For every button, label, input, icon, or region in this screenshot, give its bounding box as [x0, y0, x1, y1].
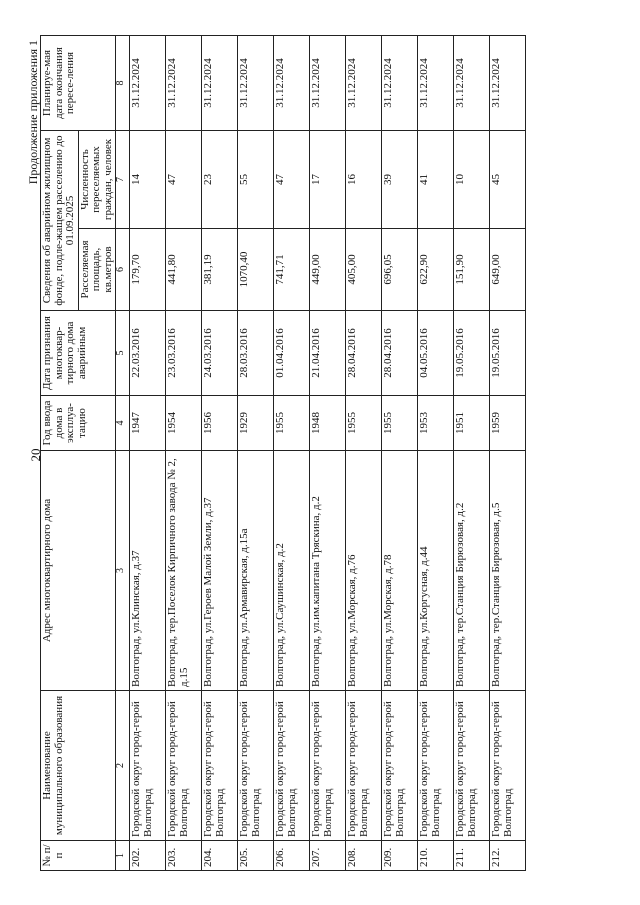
page-number: 20 [28, 448, 43, 462]
column-number-row [116, 35, 130, 870]
cell-address: Волгоград, ул.Армавирская, д.15а [238, 451, 274, 691]
cell-date: 19.05.2016 [454, 311, 490, 396]
cell-area: 405,00 [346, 229, 382, 311]
table-row [346, 35, 382, 870]
column-number: 2 [116, 691, 130, 841]
cell-year: 1954 [166, 396, 202, 451]
cell-date: 28.03.2016 [238, 311, 274, 396]
cell-date: 21.04.2016 [310, 311, 346, 396]
cell-area: 696,05 [382, 229, 418, 311]
cell-municipality: Городской округ город-герой Волгоград [490, 691, 526, 841]
header-row-1 [41, 35, 79, 870]
header-municipality: Наименование муниципального образования [41, 691, 116, 841]
table-row [382, 35, 418, 870]
cell-year: 1947 [130, 396, 166, 451]
cell-address: Волгоград, ул.Морская, д.76 [346, 451, 382, 691]
cell-num: 203. [166, 841, 202, 871]
cell-year: 1929 [238, 396, 274, 451]
cell-year: 1956 [202, 396, 238, 451]
cell-area: 649,00 [490, 229, 526, 311]
table-row [454, 35, 490, 870]
cell-area: 741,71 [274, 229, 310, 311]
cell-address: Волгоград, тер.Станция Бирюзовая, д.2 [454, 451, 490, 691]
cell-planned-end: 31.12.2024 [454, 35, 490, 130]
cell-date: 01.04.2016 [274, 311, 310, 396]
cell-address: Волгоград, тер.Поселок Кирпичного завода № 2, д.15 [166, 451, 202, 691]
header-date: Дата признания многоквар-тирного дома аварийным [41, 311, 116, 396]
cell-municipality: Городской округ город-герой Волгоград [274, 691, 310, 841]
cell-people: 55 [238, 130, 274, 228]
table-row [490, 35, 526, 870]
cell-people: 23 [202, 130, 238, 228]
table-row [166, 35, 202, 870]
cell-area: 622,90 [418, 229, 454, 311]
table-row [418, 35, 454, 870]
header-planned-end: Планируе-мая дата окончания пересе-ления [41, 35, 116, 130]
cell-address: Волгоград, ул.Клинская, д.37 [130, 451, 166, 691]
table-row [130, 35, 166, 870]
cell-year: 1953 [418, 396, 454, 451]
header-num: № п/п [41, 841, 116, 871]
continuation-label: Продолжение приложения 1 [26, 40, 40, 185]
column-number: 5 [116, 311, 130, 396]
cell-year: 1955 [346, 396, 382, 451]
cell-planned-end: 31.12.2024 [490, 35, 526, 130]
cell-area: 179,70 [130, 229, 166, 311]
cell-date: 24.03.2016 [202, 311, 238, 396]
cell-people: 39 [382, 130, 418, 228]
cell-date: 04.05.2016 [418, 311, 454, 396]
header-area: Расселяемая площадь, кв.метров [78, 229, 116, 311]
cell-date: 28.04.2016 [382, 311, 418, 396]
cell-num: 205. [238, 841, 274, 871]
cell-date: 19.05.2016 [490, 311, 526, 396]
cell-num: 209. [382, 841, 418, 871]
cell-people: 16 [346, 130, 382, 228]
cell-municipality: Городской округ город-герой Волгоград [130, 691, 166, 841]
cell-date: 28.04.2016 [346, 311, 382, 396]
cell-planned-end: 31.12.2024 [310, 35, 346, 130]
cell-num: 210. [418, 841, 454, 871]
cell-num: 202. [130, 841, 166, 871]
cell-municipality: Городской округ город-герой Волгоград [346, 691, 382, 841]
cell-people: 17 [310, 130, 346, 228]
table-row [202, 35, 238, 870]
housing-table [40, 35, 526, 871]
cell-address: Волгоград, ул.Саушинская, д.2 [274, 451, 310, 691]
cell-num: 207. [310, 841, 346, 871]
cell-area: 151,90 [454, 229, 490, 311]
cell-year: 1951 [454, 396, 490, 451]
cell-year: 1959 [490, 396, 526, 451]
cell-municipality: Городской округ город-герой Волгоград [418, 691, 454, 841]
cell-address: Волгоград, ул.Коргусная, д.44 [418, 451, 454, 691]
cell-municipality: Городской округ город-герой Волгоград [382, 691, 418, 841]
cell-address: Волгоград, тер.Станция Бирюзовая, д.5 [490, 451, 526, 691]
cell-people: 14 [130, 130, 166, 228]
cell-planned-end: 31.12.2024 [418, 35, 454, 130]
table-row [238, 35, 274, 870]
cell-people: 41 [418, 130, 454, 228]
header-year: Год ввода дома в эксплуа-тацию [41, 396, 116, 451]
cell-municipality: Городской округ город-герой Волгоград [454, 691, 490, 841]
cell-num: 208. [346, 841, 382, 871]
cell-num: 206. [274, 841, 310, 871]
cell-planned-end: 31.12.2024 [238, 35, 274, 130]
cell-municipality: Городской округ город-герой Волгоград [202, 691, 238, 841]
cell-address: Волгоград, ул.им.капитана Тряскина, д.2 [310, 451, 346, 691]
cell-planned-end: 31.12.2024 [346, 35, 382, 130]
cell-date: 23.03.2016 [166, 311, 202, 396]
cell-people: 45 [490, 130, 526, 228]
cell-year: 1955 [382, 396, 418, 451]
cell-people: 47 [166, 130, 202, 228]
cell-year: 1948 [310, 396, 346, 451]
cell-num: 211. [454, 841, 490, 871]
cell-year: 1955 [274, 396, 310, 451]
header-info-group: Сведения об аварийном жилищном фонде, подле-жащем расселению до 01.09.2025 [41, 130, 79, 310]
cell-people: 10 [454, 130, 490, 228]
cell-planned-end: 31.12.2024 [274, 35, 310, 130]
cell-date: 22.03.2016 [130, 311, 166, 396]
column-number: 8 [116, 35, 130, 130]
rotated-table-page [26, 36, 624, 871]
cell-municipality: Городской округ город-герой Волгоград [310, 691, 346, 841]
column-number: 7 [116, 130, 130, 228]
cell-area: 449,00 [310, 229, 346, 311]
cell-area: 381,19 [202, 229, 238, 311]
cell-address: Волгоград, ул.Героев Малой Земли, д.37 [202, 451, 238, 691]
column-number: 3 [116, 451, 130, 691]
table-row [310, 35, 346, 870]
cell-planned-end: 31.12.2024 [130, 35, 166, 130]
cell-area: 1070,40 [238, 229, 274, 311]
cell-planned-end: 31.12.2024 [202, 35, 238, 130]
header-people: Численность переселяемых граждан, человек [78, 130, 116, 228]
cell-municipality: Городской округ город-герой Волгоград [238, 691, 274, 841]
column-number: 6 [116, 229, 130, 311]
cell-address: Волгоград, ул.Морская, д.78 [382, 451, 418, 691]
cell-planned-end: 31.12.2024 [382, 35, 418, 130]
cell-planned-end: 31.12.2024 [166, 35, 202, 130]
cell-municipality: Городской округ город-герой Волгоград [166, 691, 202, 841]
header-address: Адрес многоквартирного дома [41, 451, 116, 691]
cell-num: 204. [202, 841, 238, 871]
column-number: 1 [116, 841, 130, 871]
table-row [274, 35, 310, 870]
cell-people: 47 [274, 130, 310, 228]
cell-num: 212. [490, 841, 526, 871]
cell-area: 441,80 [166, 229, 202, 311]
column-number: 4 [116, 396, 130, 451]
